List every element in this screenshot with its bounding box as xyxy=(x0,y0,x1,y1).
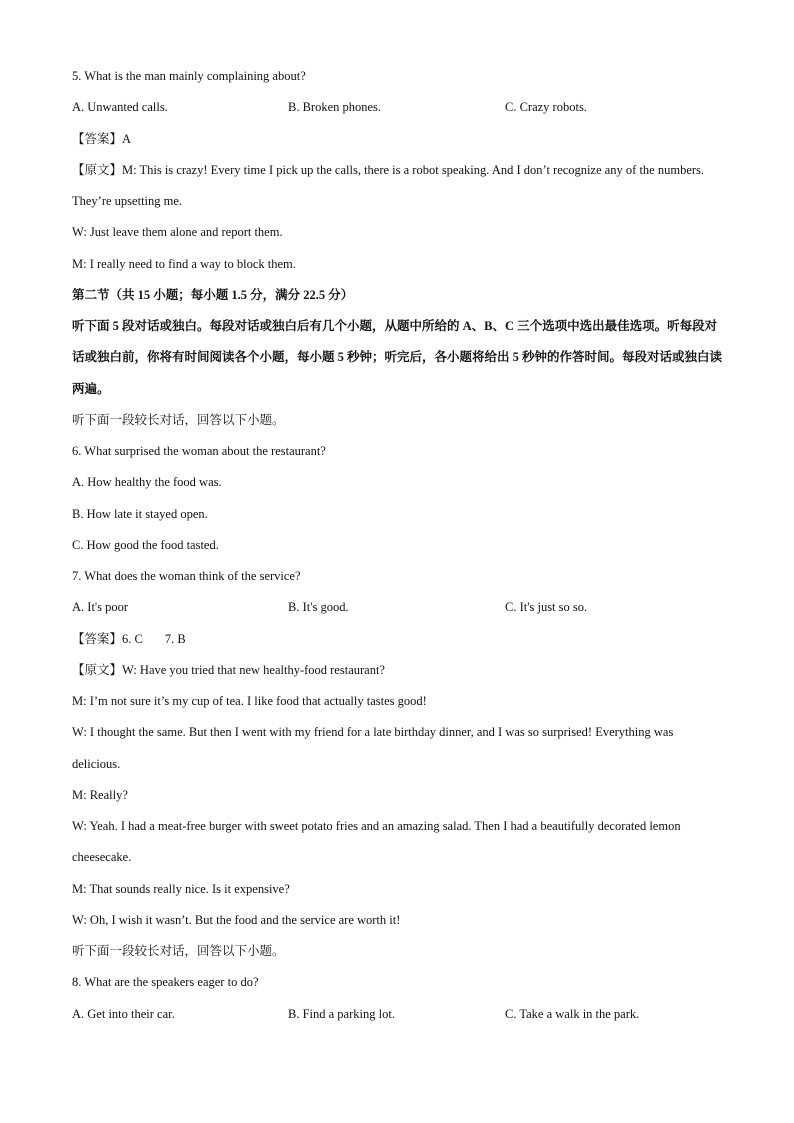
option-a: A. It's poor xyxy=(72,600,129,615)
question-6: 6. What surprised the woman about the restaurant? xyxy=(72,444,326,458)
transcript-line: M: That sounds really nice. Is it expensive? xyxy=(72,881,290,896)
question-5: 5. What is the man mainly complaining about? xyxy=(72,69,306,83)
transcript-line: W: Oh, I wish it wasn’t. But the food and the service are worth it! xyxy=(72,912,401,927)
option-c: C. Crazy robots. xyxy=(505,100,587,115)
transcript-5-line-1: 【原文】M: This is crazy! Every time I pick up the calls, there is a robot speaking. And I don’t recognize any of the numbers. They’re upsetting me. xyxy=(72,162,705,208)
option-b: B. Broken phones. xyxy=(288,100,382,115)
answer-5: 【答案】A xyxy=(72,131,132,146)
question-6-option-c: C. How good the food tasted. xyxy=(72,537,219,552)
section-title: 第二节（共 15 小题；每小题 1.5 分，满分 22.5 分） xyxy=(72,287,354,302)
transcript-line: W: Yeah. I had a meat-free burger with sweet potato fries and an amazing salad. Then I had a beautifully decorated lemon cheesecake. xyxy=(72,819,681,865)
transcript-line: M: Really? xyxy=(72,787,128,802)
transcript-line: M: I’m not sure it’s my cup of tea. I like food that actually tastes good! xyxy=(72,694,427,708)
transcript-line: W: I thought the same. But then I went with my friend for a late birthday dinner, and I was so surprised! Everything was delicious. xyxy=(72,725,674,771)
question-5-options xyxy=(72,97,724,128)
question-8: 8. What are the speakers eager to do? xyxy=(72,975,259,990)
question-7-options xyxy=(72,597,724,628)
option-c: C. It's just so so. xyxy=(505,600,588,615)
section-instructions: 听下面 5 段对话或独白。每段对话或独白后有几个小题，从题中所给的 A、B、C 三个选项中选出最佳选项。听每段对话或独白前，你将有时间阅读各个小题，每小题 5 秒钟；听完后，各小题将给出 5 秒钟的作答时间。每段对话或独白读两遍。 xyxy=(72,319,723,396)
option-a: A. Get into their car. xyxy=(72,1006,175,1021)
dialogue-intro-1: 听下面一段较长对话，回答以下小题。 xyxy=(72,412,285,427)
option-c: C. Take a walk in the park. xyxy=(505,1006,640,1021)
document-page xyxy=(72,66,724,1035)
dialogue-intro-2: 听下面一段较长对话，回答以下小题。 xyxy=(72,944,285,958)
option-b: B. It's good. xyxy=(288,600,349,615)
option-b: B. Find a parking lot. xyxy=(288,1006,395,1021)
answer-6: 【答案】6. C xyxy=(72,631,143,646)
transcript-line: 【原文】W: Have you tried that new healthy-food restaurant? xyxy=(72,662,385,677)
question-7: 7. What does the woman think of the service? xyxy=(72,569,301,583)
question-6-option-b: B. How late it stayed open. xyxy=(72,506,208,521)
transcript-5-line-3: M: I really need to find a way to block them. xyxy=(72,256,296,271)
answer-7: 7. B xyxy=(164,631,186,646)
question-6-option-a: A. How healthy the food was. xyxy=(72,475,222,490)
transcript-5-line-2: W: Just leave them alone and report them. xyxy=(72,225,283,240)
question-8-options xyxy=(72,1004,724,1035)
answer-6-7 xyxy=(72,629,724,660)
option-a: A. Unwanted calls. xyxy=(72,100,168,115)
